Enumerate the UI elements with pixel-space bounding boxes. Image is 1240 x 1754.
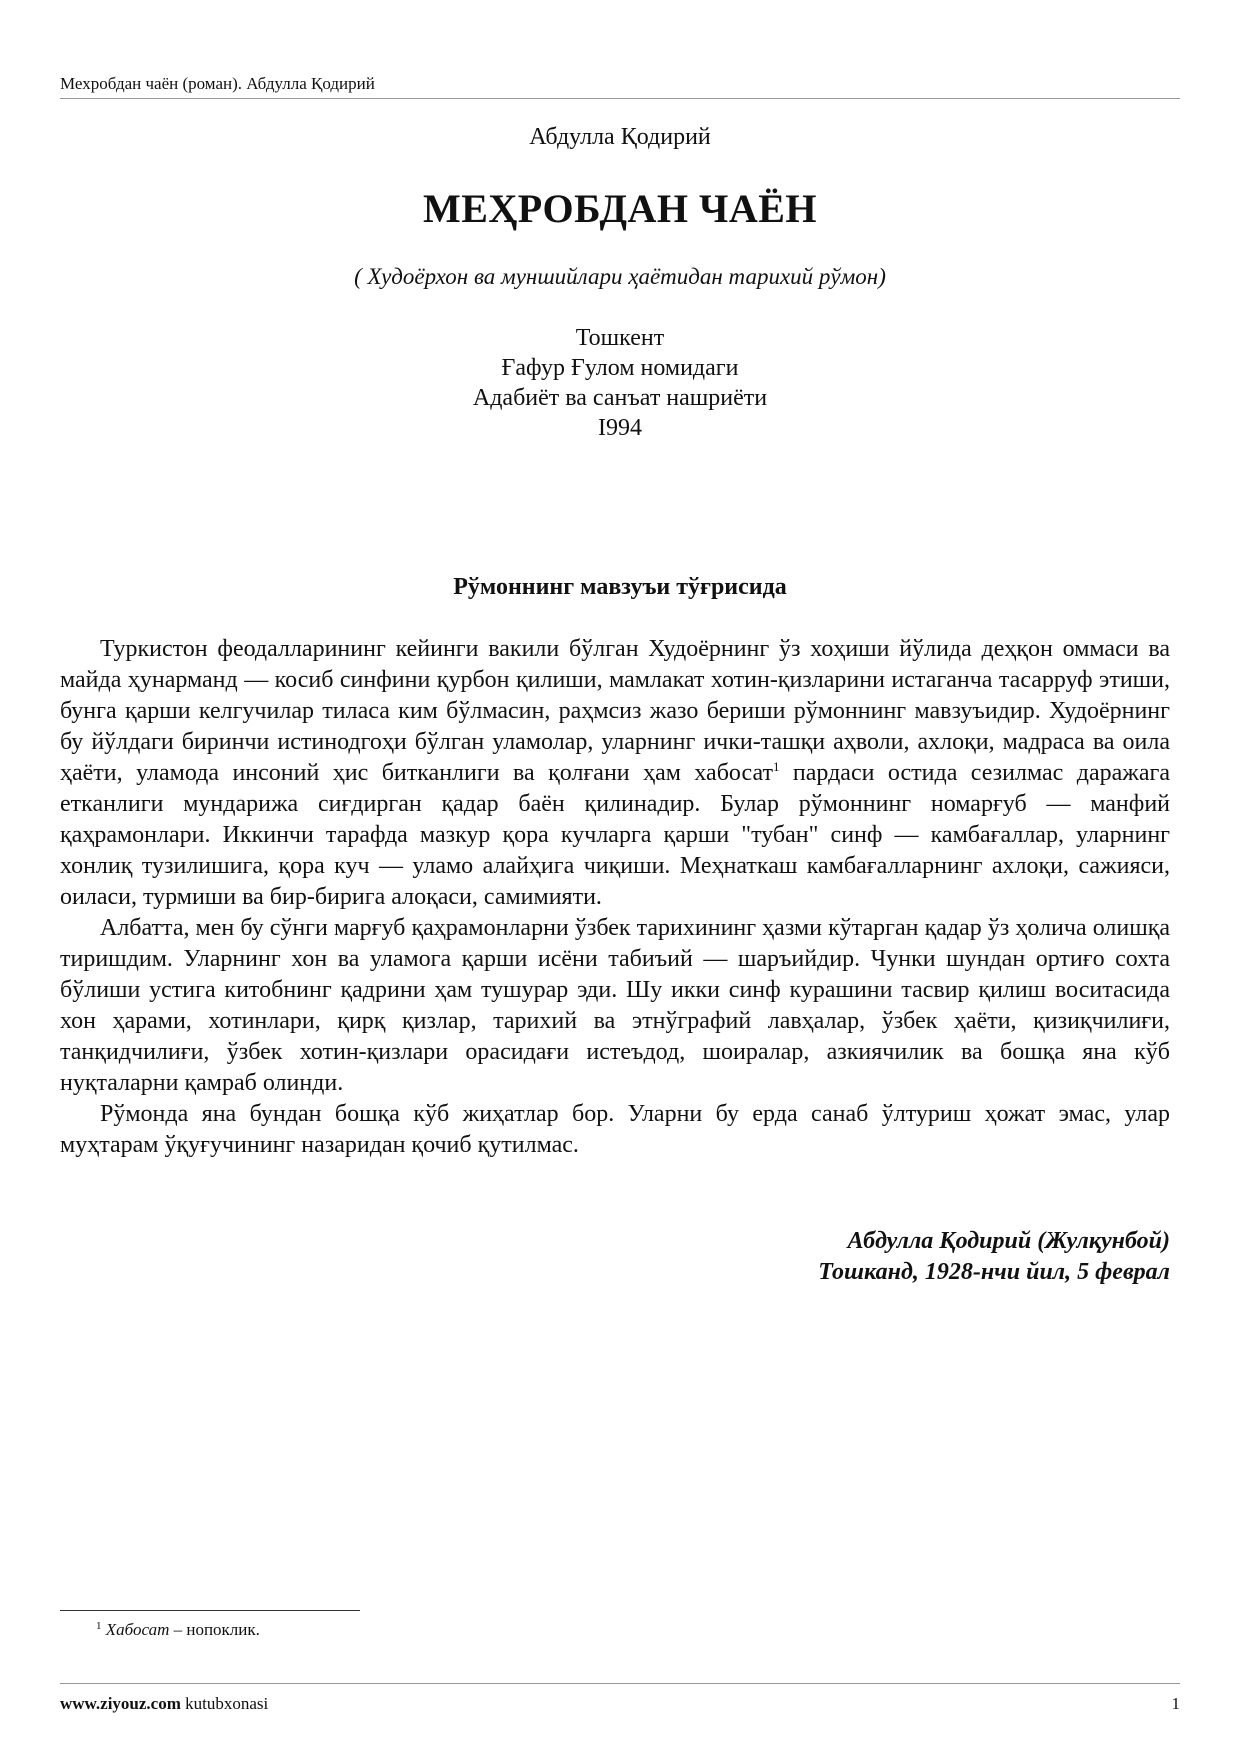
paragraph-1 [60,634,1170,913]
publisher-info [0,323,1240,443]
publication-year: I994 [598,415,642,441]
footnote-definition: – нопоклик. [169,1620,260,1639]
footnote-term: Хабосат [105,1620,170,1639]
footer-site-link[interactable]: www.ziyouz.com [60,1694,181,1713]
footnote-marker: 1 [96,1620,102,1632]
footer-site-suffix: kutubxonasi [180,1694,269,1713]
signature-block [818,1226,1170,1288]
paragraph-1-part-b: пардаси остида сезилмас даражага етканлиги мундарижа сиғдирган қадар баён қилинадир. Булар рўмоннинг номарғуб — манфий қаҳрамонлари. Иккинчи тарафда мазкур қора кучларга қарши "тубан" синф — камбағаллар, уларнинг хонлиқ тузилишига, қора куч — уламо алайҳига чиқиши. Меҳнаткаш камбағалларнинг ахлоқи, сажияси, оиласи, турмиши ва бир-бирига алоқаси, самимияти. [60,760,1170,910]
page-footer [60,1683,1180,1714]
publisher-line-2: Адабиёт ва санъат нашриёти [472,385,768,411]
paragraph-3: Рўмонда яна бундан бошқа кўб жиҳатлар бор. Уларни бу ерда санаб ўлтуриш ҳожат эмас, улар муҳтарам ўқуғучининг назаридан қочиб қутилмас. [60,1101,1170,1158]
signature-place-date: Тошканд, 1928-нчи йил, 5 феврал [818,1259,1170,1285]
signature-author: Абдулла Қодирий (Жулқунбой) [847,1228,1170,1254]
running-header: Мехробдан чаён (роман). Абдулла Қодирий [60,74,1180,99]
footnote-reference[interactable]: 1 [772,759,780,774]
footnote-divider [60,1610,360,1611]
publisher-line-1: Ғафур Ғулом номидаги [501,355,739,381]
book-subtitle: ( Худоёрхон ва муншийлари ҳаётидан тарихий рўмон) [354,264,886,289]
paragraph-1-part-a: Туркистон феодалларининг кейинги вакили бўлган Худоёрнинг ўз хоҳиши йўлида деҳқон оммаси ва майда ҳунарманд — косиб синфини қурбон қилиши, мамлакат хотин-қизларини истаганча тасарруф этиши, бунга қарши келгучилар тиласа ким бўлмасин, раҳмсиз жазо бериши рўмоннинг мавзуъидир. Худоёрнинг бу йўлдаги биринчи истинодгоҳи бўлган уламолар, уларнинг ички-ташқи аҳволи, ахлоқи, мадраса ва оила ҳаёти, уламода инсоний ҳис битканлиги ва қолғани ҳам хабосат [60,636,1170,786]
publisher-city: Тошкент [575,325,665,351]
paragraph-2: Албатта, мен бу сўнги марғуб қаҳрамонларни ўзбек тарихининг ҳазми кўтарган қадар ўз ҳолича олишқа тиришдим. Уларнинг хон ва уламога қарши исёни табиъий — шаръийдир. Чунки шундан ортиғо сохта бўлиши устига китобнинг қадрини ҳам тушурар эди. Шу икки синф курашини тасвир қилиш воситасида хон ҳарами, хотинлари, қирқ қизлар, тарихий ва этнўграфий лавҳалар, ўзбек ҳаёти, қизиқчилиғи, танқидчилиғи, ўзбек хотин-қизлари орасидағи истеъдод, шоиралар, азкиячилик ва бошқа яна кўб нуқталарни қамраб олинди. [60,915,1170,1096]
page-number: 1 [1171,1694,1180,1713]
body-text [60,634,1170,1161]
footnote [96,1620,260,1640]
section-heading: Рўмоннинг мавзуъи тўғрисида [453,574,787,600]
book-title: МЕҲРОБДАН ЧАЁН [422,186,818,231]
author-name: Абдулла Қодирий [529,124,711,150]
